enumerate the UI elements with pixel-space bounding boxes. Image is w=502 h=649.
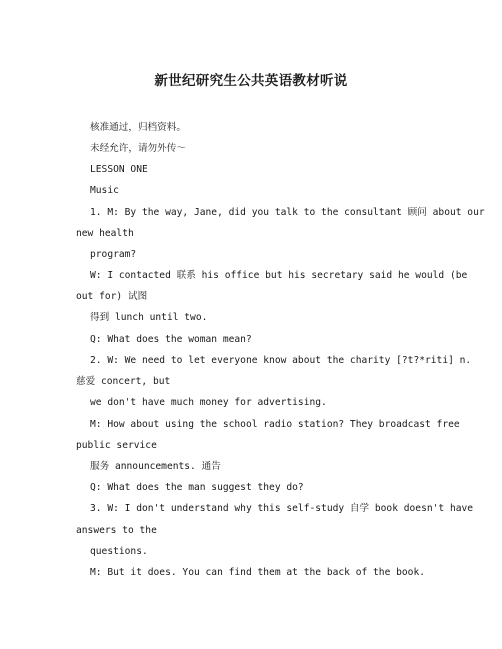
dialogue-line: we don't have much money for advertising. [90,397,327,408]
dialogue-line: new health [76,228,134,239]
question-line: Q: What does the man suggest they do? [90,482,304,493]
dialogue-line: W: I contacted 联系 his office but his secretary said he would (be [90,270,468,281]
dialogue-line: out for) 试图 [76,291,148,302]
dialogue-line: answers to the [76,525,157,536]
dialogue-line: program? [90,249,137,260]
note-approved: 核准通过，归档资料。 [90,122,186,133]
section-heading: Music [90,185,119,196]
dialogue-line: public service [76,440,157,451]
dialogue-line: 得到 lunch until two. [90,312,208,323]
dialogue-line: 服务 announcements. 通告 [90,461,221,472]
dialogue-line: 3. W: I don't understand why this self-study 自学 book doesn't have [90,503,474,514]
lesson-heading: LESSON ONE [90,164,148,175]
document-title: 新世纪研究生公共英语教材听说 [154,73,348,89]
dialogue-line: 慈爱 concert, but [76,376,171,387]
dialogue-line: 1. M: By the way, Jane, did you talk to the consultant 顾问 about our [90,207,485,218]
question-line: Q: What does the woman mean? [90,334,252,345]
dialogue-line: questions. [90,546,148,557]
dialogue-line: M: How about using the school radio station? They broadcast free [90,419,460,430]
dialogue-line: M: But it does. You can find them at the back of the book. [90,567,426,578]
dialogue-line: 2. W: We need to let everyone know about the charity [?t?*riti] n. [90,355,472,366]
note-confidential: 未经允许，请勿外传～ [90,143,186,154]
